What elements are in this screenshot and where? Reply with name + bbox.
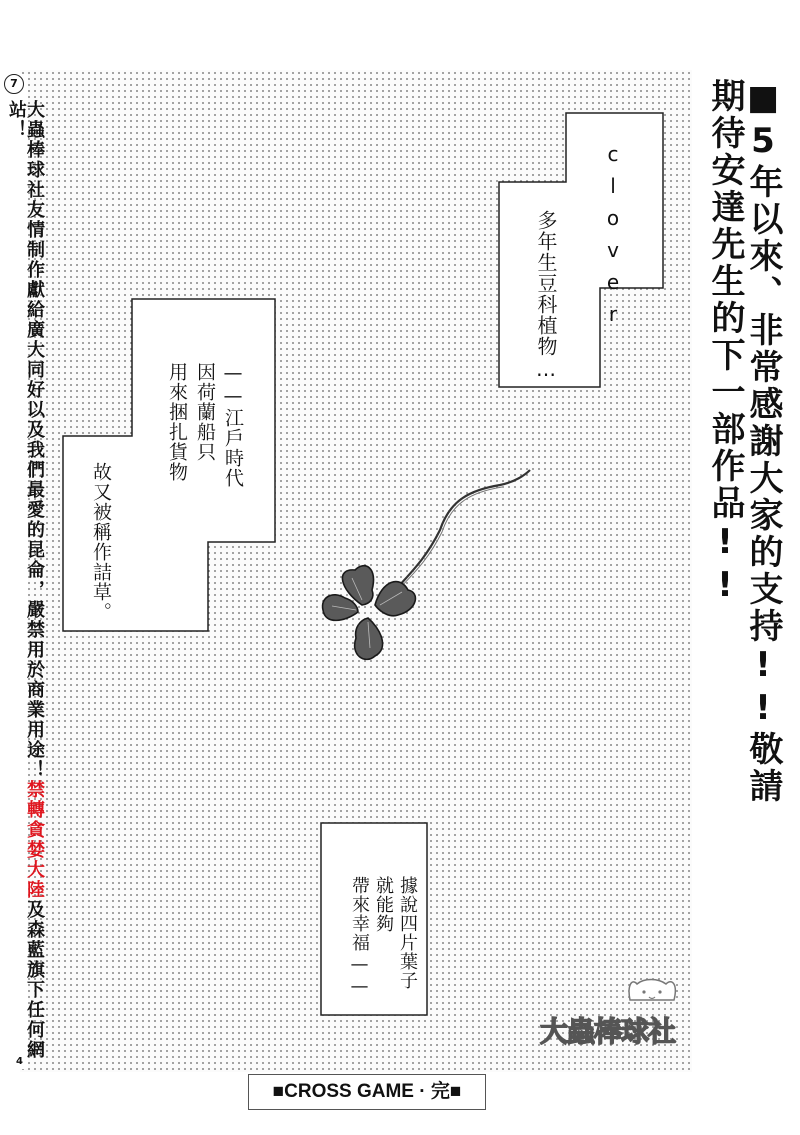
bubble-edo-line4: 故又被稱作詰草。 (90, 462, 112, 622)
cat-mascot-icon (622, 970, 682, 1010)
thanks-message-column (700, 72, 783, 832)
bubble-clover (498, 112, 664, 388)
credit-warning: 禁轉貪婪大陸 (24, 780, 45, 900)
four-leaf-clover-illustration (320, 460, 540, 700)
bubble-luck (320, 822, 428, 1016)
bubble-luck-line4: —— (349, 954, 370, 998)
end-tag: ■CROSS GAME · 完■ (248, 1074, 486, 1110)
credit-text: 大蟲棒球社友情制作獻給廣大同好以及我們最愛的昆侖，嚴禁用於商業用途！禁轉貪婪大陸及森藍旗下任何網站！ (6, 100, 45, 1060)
bubble-clover-outline (498, 112, 664, 388)
bubble-luck-line2: 就能夠 (373, 876, 394, 933)
bubble-edo (62, 298, 276, 634)
page-number: 4 (16, 1056, 23, 1067)
bubble-clover-line1: clover (601, 142, 625, 334)
credit-column (2, 74, 45, 1069)
bubble-edo-line3: 用來捆扎貨物 (166, 362, 188, 482)
bubble-edo-line2: 因荷蘭船只 (194, 362, 216, 462)
watermark-text: 大蟲棒球社 (540, 1015, 676, 1048)
bubble-clover-line2: 多年生豆科植物… (534, 210, 558, 382)
credit-number-badge: 7 (4, 74, 24, 94)
bubble-luck-line1: 據說四片葉子 (397, 876, 418, 990)
bubble-luck-line3: 帶來幸福 (349, 876, 370, 952)
bubble-edo-line1: ——江戶時代 (222, 362, 244, 488)
thanks-message: ■5年以來、非常感謝大家的支持!!敬請期待安達先生的下一部作品!! (705, 78, 783, 805)
